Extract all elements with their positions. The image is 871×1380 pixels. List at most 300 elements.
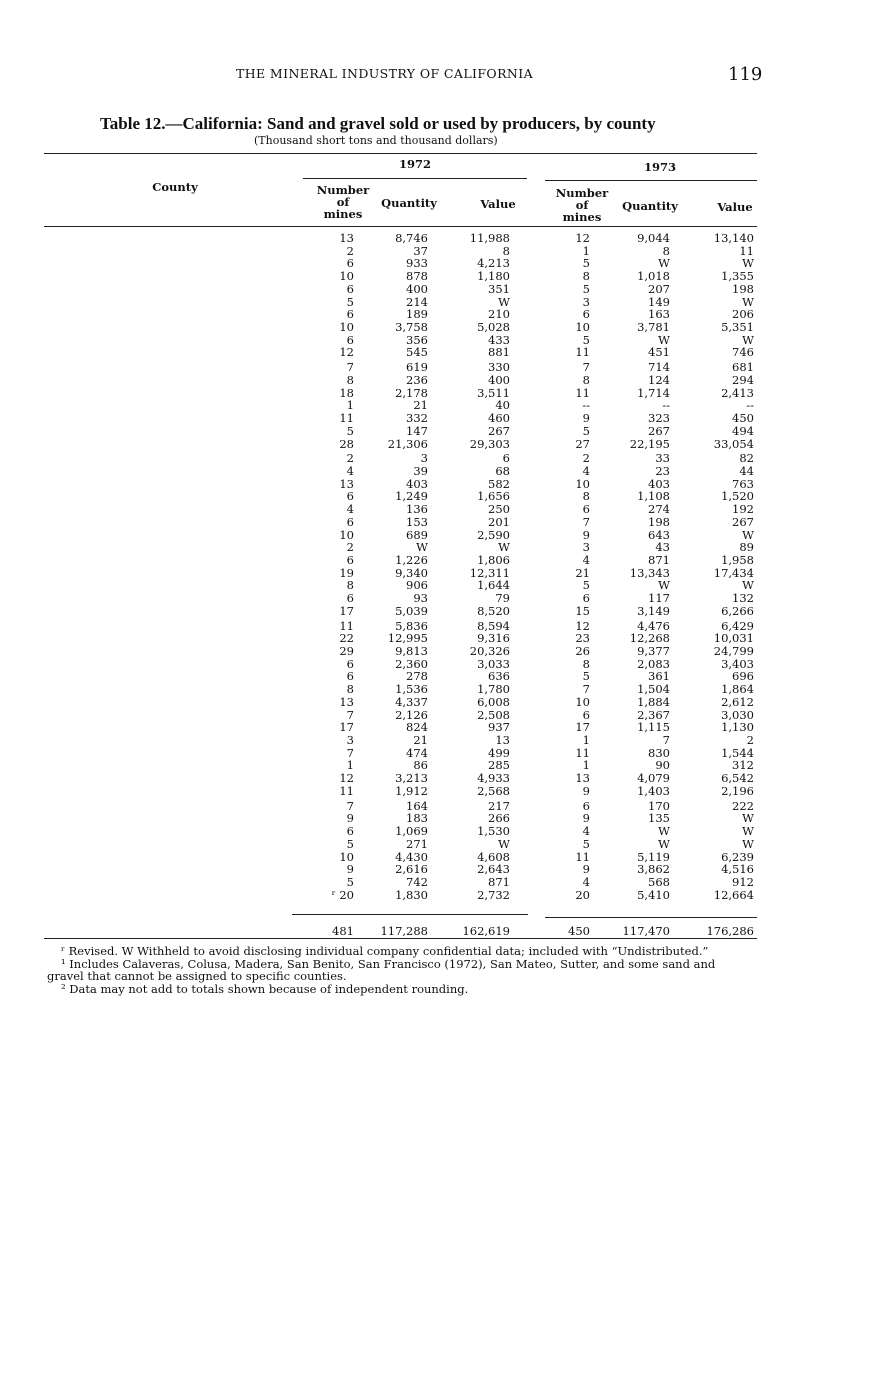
mines-1973-header — [545, 187, 619, 223]
quantity-1973-cell: -- — [662, 398, 670, 413]
mines-1973-cell: 20 — [575, 887, 590, 902]
value-1972-cell: 9,316 — [477, 631, 510, 646]
quantity-1972-cell: 3,213 — [395, 771, 428, 786]
value-1973-cell: 132 — [732, 591, 754, 606]
value-1972-cell: 40 — [495, 398, 510, 413]
quantity-1973-cell: 117 — [648, 591, 670, 606]
mines-1972-cell: 6 — [346, 669, 354, 684]
mines-1972-cell: 28 — [339, 436, 354, 451]
value-1972-cell: 2,508 — [477, 707, 510, 722]
quantity-1973-cell: 124 — [648, 372, 670, 387]
quantity-1972-cell: 1,912 — [395, 783, 428, 798]
mines-1972-cell: 10 — [339, 527, 354, 542]
mines-1972-cell: 4 — [346, 502, 354, 517]
mines-1973-cell: 6 — [582, 502, 590, 517]
quantity-1973-cell: 43 — [655, 540, 670, 555]
mines-1973-cell: 9 — [582, 862, 590, 877]
quantity-1972-cell: 147 — [406, 423, 428, 438]
mines-1973-cell: 8 — [582, 656, 590, 671]
mines-1972-cell: 5 — [346, 836, 354, 851]
quantity-1972-cell: 5,039 — [395, 603, 428, 618]
quantity-1973-cell: 7 — [662, 733, 670, 748]
value-1972-cell: 1,530 — [477, 824, 510, 839]
quantity-1972-cell: 878 — [406, 269, 428, 284]
total-quantity-1972: 117,288 — [380, 924, 428, 938]
quantity-1973-header: Quantity — [622, 199, 678, 213]
value-1973-cell: 2,413 — [721, 385, 754, 400]
value-1973-cell: -- — [746, 398, 754, 413]
value-1973-cell: W — [742, 294, 754, 309]
mines-1973-cell: 10 — [575, 694, 590, 709]
value-1972-cell: 210 — [488, 307, 510, 322]
mines-1973-cell: 7 — [582, 682, 590, 697]
value-1972-cell: 2,643 — [477, 862, 510, 877]
quantity-1972-cell: 1,069 — [395, 824, 428, 839]
quantity-1973-cell: 207 — [648, 281, 670, 296]
value-1972-header: Value — [480, 197, 516, 211]
quantity-1972-cell: 403 — [406, 476, 428, 491]
quantity-1972-cell: 164 — [406, 798, 428, 813]
mines-1973-cell: 6 — [582, 591, 590, 606]
value-1972-cell: 2,568 — [477, 783, 510, 798]
value-1973-cell: 6,266 — [721, 603, 754, 618]
table-row — [40, 747, 760, 760]
value-1973-cell: 1,355 — [721, 269, 754, 284]
value-1972-cell: 871 — [488, 874, 510, 889]
value-1973-cell: 33,054 — [713, 436, 754, 451]
mines-1972-cell: 6 — [346, 489, 354, 504]
value-1973-cell: 1,864 — [721, 682, 754, 697]
value-1972-cell: 8,594 — [477, 618, 510, 633]
table-row — [40, 889, 760, 902]
value-1973-cell: 267 — [732, 514, 754, 529]
quantity-1972-cell: 545 — [406, 345, 428, 360]
mines-1973-cell: 4 — [582, 824, 590, 839]
value-1973-cell: W — [742, 256, 754, 271]
table-row — [40, 554, 760, 567]
footnote-revised: ʳ Revised. W Withheld to avoid disclosing individual company confidential data; included with “Undistributed.” — [61, 944, 709, 958]
quantity-1973-cell: 871 — [648, 552, 670, 567]
value-1973-cell: W — [742, 811, 754, 826]
quantity-1972-cell: 332 — [406, 411, 428, 426]
value-1972-cell: 937 — [488, 720, 510, 735]
value-1973-cell: 494 — [732, 423, 754, 438]
value-1973-cell: 2 — [746, 733, 754, 748]
table-row — [40, 529, 760, 542]
value-1972-cell: 1,644 — [477, 578, 510, 593]
quantity-1973-cell: 568 — [648, 874, 670, 889]
quantity-1972-cell: W — [416, 540, 428, 555]
quantity-1973-cell: 323 — [648, 411, 670, 426]
table-row — [40, 721, 760, 734]
mines-1973-cell: 5 — [582, 669, 590, 684]
quantity-1973-cell: 5,119 — [637, 849, 670, 864]
quantity-1972-cell: 1,536 — [395, 682, 428, 697]
mines-1973-cell: 11 — [575, 745, 590, 760]
quantity-1972-cell: 8,746 — [395, 231, 428, 245]
mines-1973-cell: 3 — [582, 294, 590, 309]
mines-1973-cell: 13 — [575, 771, 590, 786]
value-1972-cell: 266 — [488, 811, 510, 826]
table-row — [40, 438, 760, 451]
total-value-1972: 162,619 — [462, 924, 510, 938]
mines-1973-cell: 17 — [575, 720, 590, 735]
total-row — [40, 924, 760, 938]
table-body — [40, 232, 760, 901]
quantity-1973-cell: 5,410 — [637, 887, 670, 902]
value-1973-cell: W — [742, 332, 754, 347]
value-1973-cell: 13,140 — [713, 231, 754, 245]
table-row — [40, 387, 760, 400]
mines-1972-cell: 3 — [346, 733, 354, 748]
value-1972-cell: 351 — [488, 281, 510, 296]
table-subtitle: (Thousand short tons and thousand dollars) — [254, 134, 498, 147]
mines-1973-cell: 21 — [575, 565, 590, 580]
value-1972-cell: 5,028 — [477, 320, 510, 335]
mines-1973-cell: 10 — [575, 320, 590, 335]
mines-1973-cell: 5 — [582, 281, 590, 296]
quantity-1973-cell: 1,403 — [637, 783, 670, 798]
mines-1972-cell: 11 — [339, 783, 354, 798]
mines-1973-cell: -- — [582, 398, 590, 413]
mines-1972-cell: 29 — [339, 644, 354, 658]
mines-1972-cell: 6 — [346, 656, 354, 671]
quantity-1973-cell: 361 — [648, 669, 670, 684]
value-1972-cell: 250 — [488, 502, 510, 517]
year-1973-rule — [545, 180, 757, 181]
mines-1972-cell: 12 — [339, 345, 354, 360]
quantity-1973-cell: W — [658, 332, 670, 347]
mines-1972-cell: 11 — [339, 618, 354, 633]
value-1973-cell: 24,799 — [713, 644, 754, 658]
value-1973-cell: W — [742, 578, 754, 593]
value-1972-cell: W — [498, 540, 510, 555]
mines-1973-cell: 9 — [582, 811, 590, 826]
value-1973-cell: W — [742, 824, 754, 839]
quantity-1972-cell: 933 — [406, 256, 428, 271]
mines-1972-cell: 7 — [346, 745, 354, 760]
table-title: Table 12.—California: Sand and gravel sold or used by producers, by county — [100, 114, 656, 133]
quantity-1973-cell: 22,195 — [629, 436, 670, 451]
quantity-1973-cell: 714 — [648, 360, 670, 375]
mines-1973-cell: 7 — [582, 360, 590, 375]
total-rule-1973 — [545, 917, 757, 918]
value-1973-cell: 1,520 — [721, 489, 754, 504]
value-1973-cell: 294 — [732, 372, 754, 387]
table-row — [40, 346, 760, 359]
mines-1973-cell: 26 — [575, 644, 590, 658]
value-1972-cell: 217 — [488, 798, 510, 813]
table-row — [40, 592, 760, 605]
table-row — [40, 567, 760, 580]
quantity-1972-cell: 136 — [406, 502, 428, 517]
mines-1972-cell: 6 — [346, 307, 354, 322]
table-row — [40, 321, 760, 334]
mines-1973-cell: 1 — [582, 243, 590, 258]
quantity-1973-cell: 2,083 — [637, 656, 670, 671]
quantity-1973-cell: 403 — [648, 476, 670, 491]
quantity-1972-cell: 906 — [406, 578, 428, 593]
mines-1972-cell: 1 — [346, 758, 354, 773]
mines-1972-cell: 6 — [346, 514, 354, 529]
value-1972-cell: 433 — [488, 332, 510, 347]
quantity-1972-cell: 1,830 — [395, 887, 428, 902]
table-row — [40, 838, 760, 851]
value-1973-cell: W — [742, 527, 754, 542]
value-1972-cell: 1,780 — [477, 682, 510, 697]
year-1973-label: 1973 — [643, 160, 676, 174]
value-1973-cell: 3,030 — [721, 707, 754, 722]
quantity-1973-cell: 170 — [648, 798, 670, 813]
quantity-1972-cell: 5,836 — [395, 618, 428, 633]
page-number: 119 — [728, 64, 763, 85]
value-1973-cell: 4,516 — [721, 862, 754, 877]
table-top-rule — [44, 153, 757, 154]
quantity-1973-cell: 135 — [648, 811, 670, 826]
mines-1973-cell: 10 — [575, 476, 590, 491]
quantity-1972-header: Quantity — [381, 196, 437, 210]
quantity-1972-cell: 21,306 — [387, 436, 428, 451]
quantity-1973-cell: 12,268 — [629, 631, 670, 646]
mines-1973-cell: 5 — [582, 256, 590, 271]
quantity-1972-cell: 2,360 — [395, 656, 428, 671]
mines-1972-cell: 11 — [339, 411, 354, 426]
mines-1972-cell: 13 — [339, 694, 354, 709]
mines-1972-cell: 10 — [339, 269, 354, 284]
table-row — [40, 772, 760, 785]
value-1973-cell: 681 — [732, 360, 754, 375]
value-1972-cell: 4,608 — [477, 849, 510, 864]
value-1972-cell: 20,326 — [469, 644, 510, 658]
table-bottom-rule — [44, 938, 757, 939]
value-1973-cell: 222 — [732, 798, 754, 813]
quantity-1973-cell: 2,367 — [637, 707, 670, 722]
quantity-1973-cell: 1,884 — [637, 694, 670, 709]
header-bottom-rule — [44, 226, 757, 227]
quantity-1972-cell: 474 — [406, 745, 428, 760]
quantity-1973-cell: W — [658, 836, 670, 851]
mines-1972-cell: 5 — [346, 294, 354, 309]
mines-1973-line3: mines — [562, 210, 602, 224]
value-1973-cell: 2,612 — [721, 694, 754, 709]
value-1973-cell: 206 — [732, 307, 754, 322]
quantity-1973-cell: 3,781 — [637, 320, 670, 335]
mines-1973-cell: 1 — [582, 758, 590, 773]
total-mines-1973: 450 — [568, 924, 590, 938]
value-1972-cell: 4,213 — [477, 256, 510, 271]
value-1973-cell: 6,239 — [721, 849, 754, 864]
value-1973-cell: 12,664 — [713, 887, 754, 902]
quantity-1972-cell: 400 — [406, 281, 428, 296]
mines-1973-cell: 4 — [582, 463, 590, 478]
mines-1972-cell: 8 — [346, 682, 354, 697]
value-1972-cell: 6,008 — [477, 694, 510, 709]
quantity-1973-cell: 451 — [648, 345, 670, 360]
quantity-1972-cell: 1,226 — [395, 552, 428, 567]
quantity-1972-cell: 9,340 — [395, 565, 428, 580]
total-mines-1972: 481 — [332, 924, 354, 938]
value-1972-cell: 13 — [495, 733, 510, 748]
value-1973-cell: 2,196 — [721, 783, 754, 798]
value-1973-cell: 1,130 — [721, 720, 754, 735]
value-1972-cell: 881 — [488, 345, 510, 360]
table-row — [40, 876, 760, 889]
footnote-2: ² Data may not add to totals shown because of independent rounding. — [61, 981, 469, 996]
value-1972-cell: 2,590 — [477, 527, 510, 542]
value-1972-cell: 1,806 — [477, 552, 510, 567]
quantity-1972-cell: 153 — [406, 514, 428, 529]
mines-1973-cell: 1 — [582, 733, 590, 748]
value-1972-cell: 400 — [488, 372, 510, 387]
quantity-1972-cell: 37 — [413, 243, 428, 258]
total-quantity-1973: 117,470 — [622, 924, 670, 938]
quantity-1973-cell: 1,115 — [637, 720, 670, 735]
mines-1973-cell: 8 — [582, 372, 590, 387]
value-1973-cell: 450 — [732, 411, 754, 426]
table-row — [40, 452, 760, 465]
quantity-1972-cell: 619 — [406, 360, 428, 375]
mines-1973-cell: 6 — [582, 307, 590, 322]
table-row — [40, 516, 760, 529]
quantity-1973-cell: W — [658, 824, 670, 839]
mines-1972-cell: 6 — [346, 591, 354, 606]
mines-1973-cell: 8 — [582, 489, 590, 504]
mines-1973-cell: 11 — [575, 345, 590, 360]
quantity-1972-cell: 278 — [406, 669, 428, 684]
mines-1973-cell: 4 — [582, 552, 590, 567]
quantity-1973-cell: 8 — [662, 243, 670, 258]
value-1972-cell: W — [498, 294, 510, 309]
value-1972-cell: 267 — [488, 423, 510, 438]
value-1973-header: Value — [717, 200, 753, 214]
mines-1973-cell: 6 — [582, 707, 590, 722]
value-1973-cell: 312 — [732, 758, 754, 773]
value-1973-cell: 10,031 — [713, 631, 754, 646]
value-1972-cell: 3,033 — [477, 656, 510, 671]
mines-1972-cell: 9 — [346, 811, 354, 826]
mines-1973-line2: of — [575, 198, 589, 212]
value-1972-cell: 201 — [488, 514, 510, 529]
mines-1972-cell: 1 — [346, 398, 354, 413]
mines-1972-cell: 9 — [346, 862, 354, 877]
mines-1973-cell: 15 — [575, 603, 590, 618]
table-row — [40, 683, 760, 696]
value-1972-cell: 29,303 — [469, 436, 510, 451]
value-1972-cell: 4,933 — [477, 771, 510, 786]
quantity-1972-cell: 742 — [406, 874, 428, 889]
table-row — [40, 270, 760, 283]
value-1972-cell: 11,988 — [469, 231, 510, 245]
value-1972-cell: 582 — [488, 476, 510, 491]
quantity-1973-cell: 9,044 — [637, 231, 670, 245]
quantity-1973-cell: 4,476 — [637, 618, 670, 633]
footnote-1: ¹ Includes Calaveras, Colusa, Madera, San Benito, San Francisco (1972), San Mateo, Sutter, and some sand and gravel that cannot be assigned to specific counties. — [47, 956, 716, 983]
quantity-1972-cell: 21 — [413, 733, 428, 748]
quantity-1973-cell: 3,862 — [637, 862, 670, 877]
value-1972-cell: 6 — [502, 451, 510, 466]
quantity-1973-cell: 13,343 — [629, 565, 670, 580]
value-1973-cell: 192 — [732, 502, 754, 517]
quantity-1972-cell: 9,813 — [395, 644, 428, 658]
mines-1972-cell: 7 — [346, 707, 354, 722]
table-row — [40, 605, 760, 618]
value-1972-cell: 8,520 — [477, 603, 510, 618]
mines-1972-line2: of — [336, 195, 350, 209]
quantity-1972-cell: 183 — [406, 811, 428, 826]
quantity-1972-cell: 271 — [406, 836, 428, 851]
table-row — [40, 361, 760, 374]
value-1973-cell: 11 — [739, 243, 754, 258]
mines-1972-line3: mines — [323, 207, 363, 221]
table-row — [40, 696, 760, 709]
quantity-1972-cell: 93 — [413, 591, 428, 606]
mines-1972-cell: 2 — [346, 243, 354, 258]
mines-1972-line1: Number — [316, 183, 370, 197]
footnotes — [47, 945, 747, 995]
value-1973-cell: 1,544 — [721, 745, 754, 760]
mines-1972-cell: 22 — [339, 631, 354, 646]
quantity-1973-cell: 643 — [648, 527, 670, 542]
quantity-1972-cell: 4,337 — [395, 694, 428, 709]
mines-1973-cell: 2 — [582, 451, 590, 466]
mines-1972-cell: 19 — [339, 565, 354, 580]
mines-1972-cell: 6 — [346, 824, 354, 839]
running-title: THE MINERAL INDUSTRY OF CALIFORNIA — [236, 66, 533, 81]
quantity-1972-cell: 12,995 — [387, 631, 428, 646]
value-1972-cell: 12,311 — [469, 565, 510, 580]
mines-1972-header — [306, 184, 380, 220]
mines-1973-cell: 12 — [575, 231, 590, 245]
value-1972-cell: 330 — [488, 360, 510, 375]
mines-1972-cell: 6 — [346, 281, 354, 296]
quantity-1973-cell: 149 — [648, 294, 670, 309]
quantity-1972-cell: 1,249 — [395, 489, 428, 504]
value-1973-cell: 763 — [732, 476, 754, 491]
table-row — [40, 825, 760, 838]
table-row — [40, 283, 760, 296]
table-row — [40, 245, 760, 258]
mines-1973-cell: 9 — [582, 527, 590, 542]
table-row — [40, 374, 760, 387]
mines-1973-cell: 9 — [582, 783, 590, 798]
mines-1973-line1: Number — [555, 186, 609, 200]
value-1972-cell: 285 — [488, 758, 510, 773]
total-rule-1972 — [292, 914, 528, 915]
mines-1972-cell: ʳ 20 — [331, 887, 354, 902]
mines-1973-cell: 9 — [582, 411, 590, 426]
quantity-1972-cell: 39 — [413, 463, 428, 478]
quantity-1973-cell: 90 — [655, 758, 670, 773]
value-1972-cell: 8 — [502, 243, 510, 258]
mines-1972-cell: 10 — [339, 320, 354, 335]
value-1972-cell: 1,656 — [477, 489, 510, 504]
mines-1973-cell: 12 — [575, 618, 590, 633]
value-1972-cell: W — [498, 836, 510, 851]
value-1973-cell: 3,403 — [721, 656, 754, 671]
value-1973-cell: 1,958 — [721, 552, 754, 567]
quantity-1972-cell: 236 — [406, 372, 428, 387]
value-1972-cell: 79 — [495, 591, 510, 606]
value-1973-cell: 17,434 — [713, 565, 754, 580]
mines-1973-cell: 4 — [582, 874, 590, 889]
mines-1972-cell: 18 — [339, 385, 354, 400]
value-1973-cell: 696 — [732, 669, 754, 684]
table-row — [40, 425, 760, 438]
value-1973-cell: 44 — [739, 463, 754, 478]
mines-1972-cell: 8 — [346, 372, 354, 387]
mines-1972-cell: 5 — [346, 874, 354, 889]
quantity-1972-cell: 86 — [413, 758, 428, 773]
